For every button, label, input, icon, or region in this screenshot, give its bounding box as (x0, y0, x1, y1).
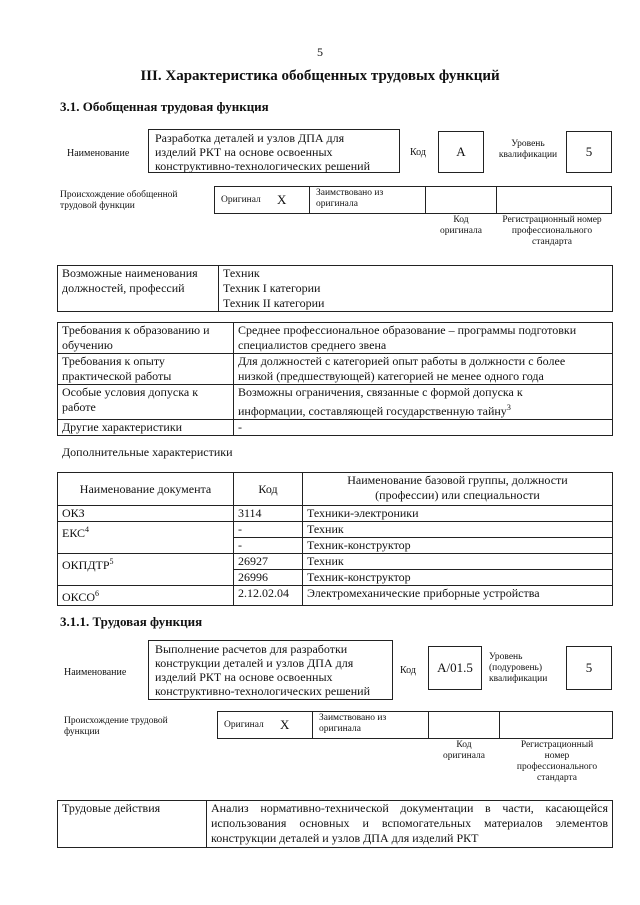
tf-original-mark: X (280, 717, 290, 732)
code-cell: 2.12.02.04 (234, 586, 303, 606)
req-label-line: Другие характеристики (62, 420, 183, 434)
positions-label-line: должностей, профессий (62, 281, 185, 295)
gtf-name-label: Наименование (67, 148, 130, 159)
gtf-orig-code-caption-line: оригинала (440, 226, 482, 236)
actions-line: конструкции деталей и узлов ДПА для изделий РКТ (211, 831, 479, 845)
req-value-line: Среднее профессиональное образование – программы подготовки (238, 323, 577, 337)
tf-level-label-line: Уровень (489, 652, 523, 662)
footnote-mark: 6 (95, 589, 100, 598)
gtf-name-line: Разработка деталей и узлов ДПА для (155, 131, 345, 145)
tf-name-box (148, 640, 393, 700)
req-value-line: Для должностей с категорией опыт работы в должности с более (238, 354, 566, 368)
col-name-header-line: (профессии) или специальности (375, 488, 540, 502)
tf-level-label (489, 652, 563, 685)
position-item: Техник II категории (223, 296, 325, 310)
req-value-text: информации, составляющей государственную тайну (238, 404, 507, 418)
gtf-code-label: Код (410, 147, 426, 158)
doc-text: ЕКС (62, 526, 86, 540)
positions-label (58, 266, 219, 312)
col-code-header: Код (234, 473, 303, 506)
tf-reg-num-caption-line: стандарта (537, 773, 577, 783)
table-row (58, 522, 613, 538)
gtf-origin-label (60, 190, 178, 212)
gtf-reg-num-caption-line: профессионального (511, 226, 593, 236)
tf-reg-num-caption (500, 740, 614, 784)
name-cell: Техник (303, 522, 613, 538)
tf-orig-code-caption-line: Код (456, 740, 472, 750)
req-label-education (58, 323, 234, 354)
col-name-header-line: Наименование базовой группы, должности (347, 473, 568, 487)
gtf-level-box: 5 (566, 131, 612, 173)
gtf-name-box (148, 129, 400, 173)
req-value-line: низкой (предшествующей) категорией не менее одного года (238, 369, 544, 383)
tf-name-label: Наименование (64, 667, 127, 678)
req-value-other (234, 420, 613, 436)
tf-reg-num-caption-line: профессионального (516, 762, 598, 772)
gtf-origin-label-line: трудовой функции (60, 201, 135, 211)
req-label-line: обучению (62, 338, 113, 352)
actions-value (207, 801, 613, 848)
tf-orig-code-caption (428, 740, 500, 762)
tf-level-label-line: квалификации (489, 674, 548, 684)
tf-original-cell (217, 711, 313, 739)
tf-original-label: Оригинал (224, 720, 264, 730)
gtf-original-cell (214, 186, 310, 214)
footnote-mark: 4 (85, 525, 90, 534)
gtf-level-label-line: Уровень (511, 139, 545, 149)
gtf-heading: 3.1. Обобщенная трудовая функция (60, 99, 269, 114)
table-row (58, 554, 613, 570)
tf-reg-num-cell (499, 711, 613, 739)
name-cell: Техники-электроники (303, 506, 613, 522)
gtf-original-label: Оригинал (221, 195, 261, 205)
tf-origin-label-line: Происхождение трудовой (64, 716, 168, 726)
tf-origin-label-line: функции (64, 727, 100, 737)
tf-code-box: A/01.5 (428, 646, 482, 690)
actions-line: использования основных и вспомогательных материалов элементов (211, 816, 608, 830)
additional-heading: Дополнительные характеристики (62, 445, 233, 459)
col-doc-header: Наименование документа (58, 473, 234, 506)
tf-level-box: 5 (566, 646, 612, 690)
req-label-line: Требования к образованию и (62, 323, 210, 337)
req-label-line: Особые условия допуска к (62, 385, 199, 399)
tf-orig-code-cell (428, 711, 500, 739)
tf-reg-num-caption-line: номер (544, 751, 570, 761)
doc-text: ОКСО (62, 590, 96, 604)
gtf-name-line: конструктивно-технологических решений (155, 159, 371, 173)
col-name-header (303, 473, 613, 506)
tf-level-label-line: (подуровень) (489, 663, 543, 673)
name-cell: Техник (303, 554, 613, 570)
gtf-reg-num-caption-line: Регистрационный номер (502, 215, 602, 225)
tf-name-line: конструктивно-технологических решений (155, 684, 371, 698)
gtf-orig-code-caption-line: Код (453, 215, 469, 225)
req-value-line: специалистов среднего звена (238, 338, 387, 352)
tf-borrowed-line: Заимствовано из (319, 713, 387, 723)
footnote-mark: 5 (109, 557, 114, 566)
gtf-reg-num-caption (488, 215, 616, 248)
gtf-level-label-line: квалификации (498, 150, 558, 160)
gtf-borrowed-line: оригинала (316, 199, 358, 209)
footnote-mark: 3 (506, 403, 511, 412)
tf-name-line: Выполнение расчетов для разработки (155, 642, 348, 656)
position-item: Техник (223, 266, 260, 280)
tf-name-line: конструкции деталей и узлов ДПА для (155, 656, 354, 670)
actions-line: Анализ нормативно-технической документации в части, касающейся (211, 801, 608, 815)
req-label-access (58, 385, 234, 420)
gtf-borrowed-cell (309, 186, 426, 214)
section-title: III. Характеристика обобщенных трудовых функций (140, 68, 500, 84)
req-value-experience (234, 354, 613, 385)
doc-cell (58, 522, 234, 554)
positions-list (219, 266, 613, 312)
positions-table (57, 265, 613, 312)
req-label-line: Требования к опыту (62, 354, 165, 368)
positions-label-line: Возможные наименования (62, 266, 198, 280)
req-value-line: - (238, 420, 242, 434)
tf-name-line: изделий РКТ на основе освоенных (155, 670, 333, 684)
actions-table (57, 800, 613, 848)
tf-orig-code-caption-line: оригинала (443, 751, 485, 761)
code-cell: - (234, 522, 303, 538)
req-label-experience (58, 354, 234, 385)
req-label-other (58, 420, 234, 436)
doc-cell (58, 586, 234, 606)
gtf-orig-code-cell (425, 186, 497, 214)
gtf-orig-code-caption (425, 215, 497, 237)
code-cell: 26927 (234, 554, 303, 570)
table-row (58, 586, 613, 606)
actions-label: Трудовые действия (58, 801, 207, 848)
tf-borrowed-cell (312, 711, 429, 739)
tf-origin-label (64, 716, 168, 738)
req-label-line: работе (62, 400, 96, 414)
name-cell: Электромеханические приборные устройства (303, 586, 613, 606)
gtf-origin-label-line: Происхождение обобщенной (60, 190, 178, 200)
requirements-table (57, 322, 613, 436)
tf-heading: 3.1.1. Трудовая функция (60, 614, 203, 629)
code-cell: 3114 (234, 506, 303, 522)
table-row (58, 506, 613, 522)
doc-cell (58, 554, 234, 586)
req-value-access (234, 385, 613, 420)
req-value-education (234, 323, 613, 354)
gtf-reg-num-caption-line: стандарта (532, 237, 572, 247)
tf-reg-num-caption-line: Регистрационный (520, 740, 594, 750)
req-label-line: практической работы (62, 369, 172, 383)
gtf-code-box: A (438, 131, 484, 173)
tf-borrowed-line: оригинала (319, 724, 361, 734)
tf-code-label: Код (400, 665, 416, 676)
doc-text: ОКПДТР (62, 558, 110, 572)
position-item: Техник I категории (223, 281, 321, 295)
gtf-name-line: изделий РКТ на основе освоенных (155, 145, 333, 159)
additional-table (57, 472, 613, 606)
page-number: 5 (317, 45, 323, 59)
req-value-line: Возможны ограничения, связанные с формой допуска к (238, 385, 523, 399)
req-value-line (238, 400, 608, 419)
code-cell: - (234, 538, 303, 554)
gtf-level-label (492, 139, 564, 161)
gtf-borrowed-line: Заимствовано из (316, 188, 384, 198)
gtf-original-mark: X (277, 192, 287, 207)
code-cell: 26996 (234, 570, 303, 586)
name-cell: Техник-конструктор (303, 538, 613, 554)
name-cell: Техник-конструктор (303, 570, 613, 586)
gtf-reg-num-cell (496, 186, 612, 214)
doc-text: ОКЗ (62, 506, 85, 520)
doc-cell (58, 506, 234, 522)
